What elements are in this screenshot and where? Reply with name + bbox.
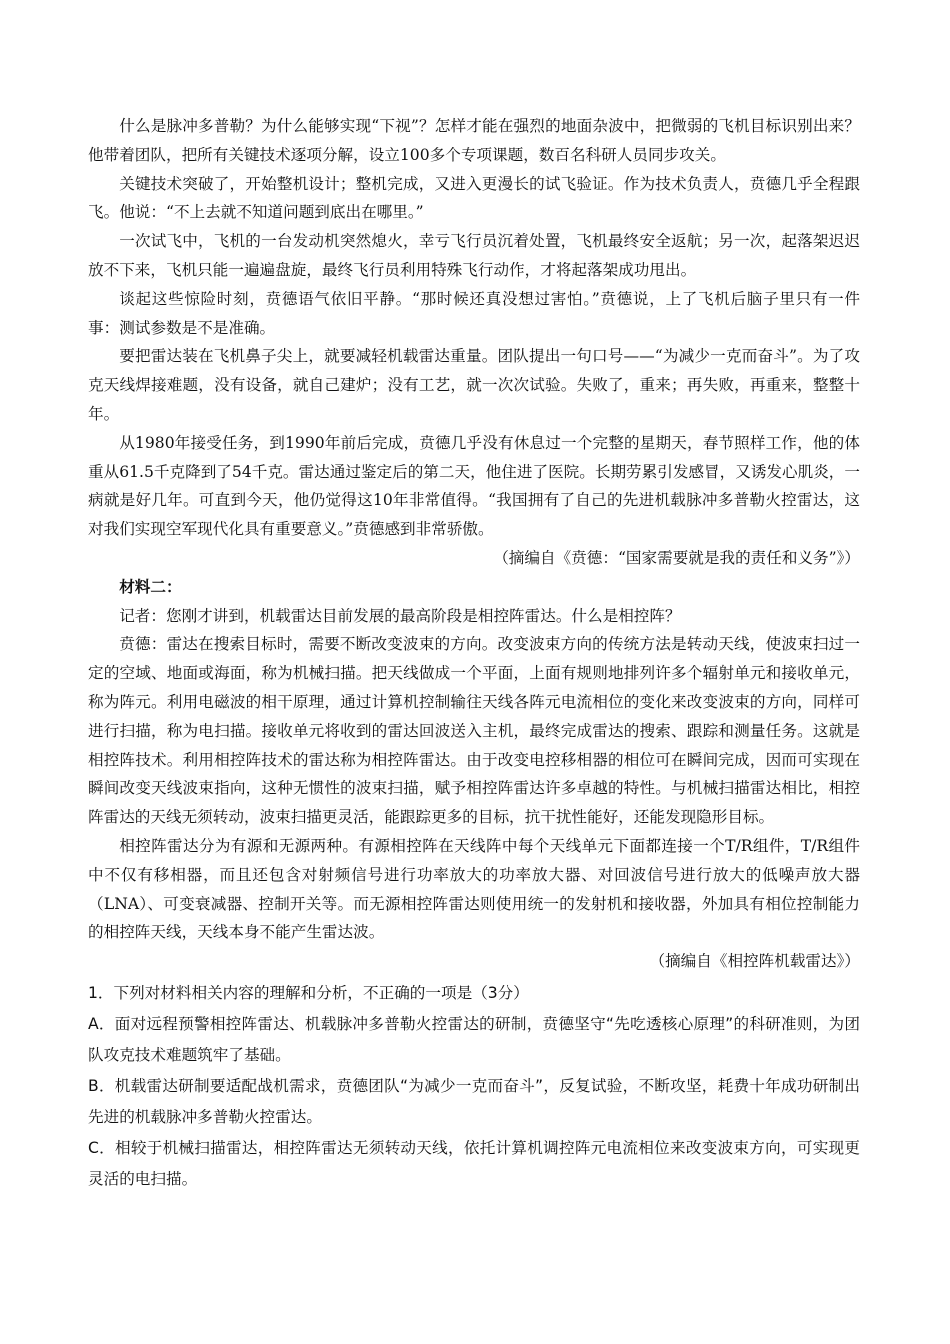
material2-paragraph-2: 贲德：雷达在搜索目标时，需要不断改变波束的方向。改变波束方向的传统方法是转动天线，使波束扫过一定的空域、地面或海面，称为机械扫描。把天线做成一个平面，上面有规则地排列许多个辐射单元和接收单元，称为阵元。利用电磁波的相干原理，通过计算机控制输往天线各阵元电流相位的变化来改变波束的方向，同样可进行扫描，称为电扫描。接收单元将收到的雷达回波送入主机，最终完成雷达的搜索、跟踪和测量任务。这就是相控阵技术。利用相控阵技术的雷达称为相控阵雷达。由于改变电控移相器的相位可在瞬间完成，因而可实现在瞬间改变天线波束指向，这种无惯性的波束扫描，赋予相控阵雷达许多卓越的特性。与机械扫描雷达相比，相控阵雷达的天线无须转动，波束扫描更灵活，能跟踪更多的目标，抗干扰性能好，还能发现隐形目标。 <box>88 635 860 827</box>
material1-paragraph-2: 关键技术突破了，开始整机设计；整机完成，又进入更漫长的试飞验证。作为技术负责人，贲德几乎全程跟飞。他说：“不上去就不知道问题到底出在哪里。” <box>88 174 860 222</box>
material1-paragraph-4: 谈起这些惊险时刻，贲德语气依旧平静。“那时候还真没想过害怕。”贲德说，上了飞机后脑子里只有一件事：测试参数是不是准确。 <box>88 289 860 337</box>
question-1-option-a: A．面对远程预警相控阵雷达、机载脉冲多普勒火控雷达的研制，贲德坚守“先吃透核心原理”的科研准则，为团队攻克技术难题筑牢了基础。 <box>88 1014 860 1064</box>
question-1-stem: 1．下列对材料相关内容的理解和分析，不正确的一项是（3分） <box>88 983 529 1002</box>
material2-source: （摘编自《相控阵机载雷达》） <box>649 952 860 971</box>
question-1-option-c: C．相较于机械扫描雷达，相控阵雷达无须转动天线，依托计算机调控阵元电流相位来改变波束方向，可实现更灵活的电扫描。 <box>88 1138 860 1188</box>
material1-paragraph-3: 一次试飞中，飞机的一台发动机突然熄火，幸亏飞行员沉着处置，飞机最终安全返航；另一次，起落架迟迟放不下来，飞机只能一遍遍盘旋，最终飞行员利用特殊飞行动作，才将起落架成功甩出。 <box>88 232 860 279</box>
material2-paragraph-3: 相控阵雷达分为有源和无源两种。有源相控阵在天线阵中每个天线单元下面都连接一个T/R组件，T/R组件中不仅有移相器，而且还包含对射频信号进行功率放大的功率放大器、对回波信号进行放大的低噪声放大器（LNA）、可变衰减器、控制开关等。而无源相控阵雷达则使用统一的发射机和接收器，外加具有相位控制能力的相控阵天线，天线本身不能产生雷达波。 <box>88 836 860 942</box>
material2-heading: 材料二： <box>119 576 182 596</box>
material1-paragraph-1: 什么是脉冲多普勒？为什么能够实现“下视”？怎样才能在强烈的地面杂波中，把微弱的飞机目标识别出来？他带着团队，把所有关键技术逐项分解，设立100多个专项课题，数百名科研人员同步攻关。 <box>88 117 860 164</box>
material2-paragraph-1: 记者：您刚才讲到，机载雷达目前发展的最高阶段是相控阵雷达。什么是相控阵？ <box>119 606 681 625</box>
question-1-option-b: B．机载雷达研制要适配战机需求，贲德团队“为减少一克而奋斗”，反复试验，不断攻坚，耗费十年成功研制出先进的机载脉冲多普勒火控雷达。 <box>88 1076 860 1126</box>
page-content <box>88 112 860 1195</box>
material1-paragraph-5: 要把雷达装在飞机鼻子尖上，就要减轻机载雷达重量。团队提出一句口号——“为减少一克而奋斗”。为了攻克天线焊接难题，没有设备，就自己建炉；没有工艺，就一次次试验。失败了，重来；再失败，再重来，整整十年。 <box>88 347 860 423</box>
material1-source: （摘编自《贲德：“国家需要就是我的责任和义务”》） <box>493 548 860 567</box>
material1-paragraph-6: 从1980年接受任务，到1990年前后完成，贲德几乎没有休息过一个完整的星期天，春节照样工作，他的体重从61.5千克降到了54千克。雷达通过鉴定后的第二天，他住进了医院。长期劳累引发感冒，又诱发心肌炎，一病就是好几年。可直到今天，他仍觉得这10年非常值得。“我国拥有了自己的先进机载脉冲多普勒火控雷达，这对我们实现空军现代化具有重要意义。”贲德感到非常骄傲。 <box>88 433 860 539</box>
